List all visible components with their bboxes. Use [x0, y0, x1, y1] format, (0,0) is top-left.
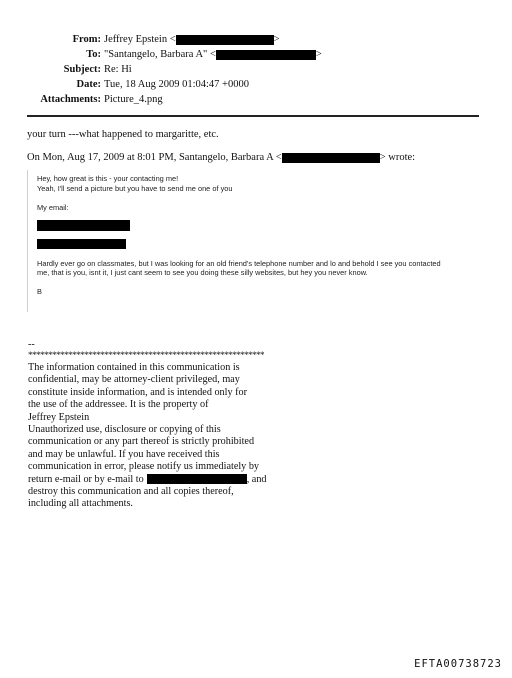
date-label: Date: [76, 79, 101, 90]
redaction-box [216, 50, 316, 60]
redaction-box [176, 35, 274, 45]
quote-intro [27, 151, 415, 165]
header-divider [27, 115, 479, 117]
quoted-message [27, 170, 480, 312]
from-value: Jeffrey Epstein < [104, 34, 176, 45]
redaction-box [37, 239, 126, 249]
to-row [0, 47, 512, 63]
quote-intro-text: On Mon, Aug 17, 2009 at 8:01 PM, Santangelo, Barbara A < [27, 152, 282, 163]
quoted-line: My email: [37, 203, 69, 212]
from-label: From: [72, 34, 101, 45]
asterisk-divider: *********************************************************** [28, 350, 264, 360]
to-value: "Santangelo, Barbara A" < [104, 49, 216, 60]
notice-line: the use of the addressee. It is the property of [28, 399, 209, 411]
quoted-line: Yeah, I'll send a picture but you have to send me one of you [37, 184, 233, 193]
redaction-box [147, 474, 247, 484]
date-value: Tue, 18 Aug 2009 01:04:47 +0000 [104, 79, 249, 90]
notice-line: communication or any part thereof is strictly prohibited [28, 436, 255, 448]
notice-line: communication in error, please notify us immediately by [28, 461, 260, 473]
notice-line-text: return e-mail or by e-mail to [28, 473, 144, 485]
signature-separator: -- [28, 339, 35, 350]
notice-line: constitute inside information, and is intended only for [28, 386, 247, 398]
from-close: > [273, 34, 280, 45]
subject-row [0, 62, 512, 78]
quoted-line: Hey, how great is this - your contacting me! [37, 174, 179, 183]
redaction-box [37, 220, 130, 231]
to-close: > [315, 49, 322, 60]
from-row [0, 32, 512, 48]
redaction-box [282, 153, 380, 163]
notice-line: destroy this communication and all copies thereof, [28, 486, 234, 498]
quoted-line: Hardly ever go on classmates, but I was looking for an old friend's telephone number and lo and behold I see you contacted [37, 259, 441, 268]
reply-text: your turn ---what happened to margaritte, etc. [27, 129, 219, 140]
to-label: To: [86, 49, 101, 60]
date-row [0, 77, 512, 93]
quoted-signoff: B [37, 287, 42, 296]
attachments-label: Attachments: [40, 94, 101, 105]
attachments-row [0, 92, 512, 108]
notice-line: Jeffrey Epstein [28, 411, 90, 423]
notice-line: including all attachments. [28, 498, 133, 510]
subject-value: Re: Hi [104, 64, 132, 75]
subject-label: Subject: [63, 64, 101, 75]
confidentiality-notice [28, 362, 267, 511]
bates-number: EFTA00738723 [414, 658, 502, 670]
notice-line: Unauthorized use, disclosure or copying of this [28, 424, 221, 436]
attachments-value: Picture_4.png [104, 94, 163, 105]
notice-line: The information contained in this communication is [28, 362, 240, 373]
quote-intro-end: > wrote: [379, 152, 416, 163]
quoted-line: me, that is you, isnt it, I just cant seem to see you doing these silly websites, but hey you never know. [37, 268, 368, 277]
notice-line: and may be unlawful. If you have received this [28, 448, 220, 460]
notice-line [28, 474, 267, 486]
notice-line-end: , and [246, 473, 267, 485]
notice-line: confidential, may be attorney-client privileged, may [28, 374, 240, 386]
